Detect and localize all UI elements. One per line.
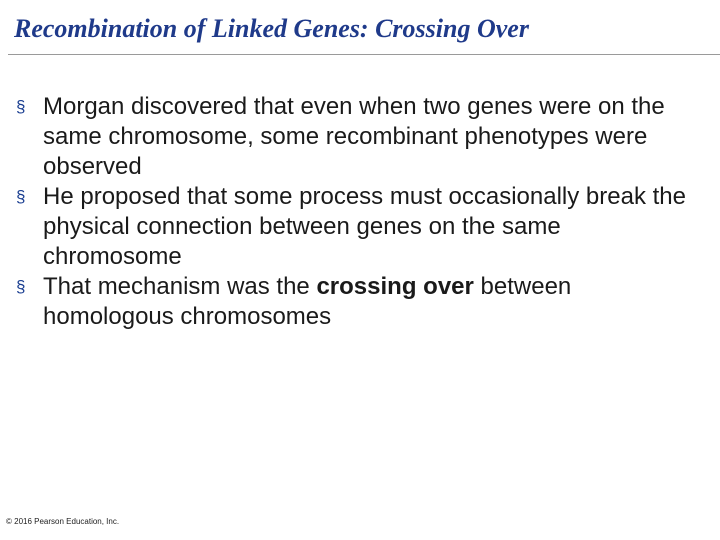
bullet-item [14,182,704,272]
bullet-marker-icon: § [16,97,26,116]
bullet-list [14,92,704,332]
bullet-text-after: between homologous chromosomes [43,273,572,330]
slide-title: Recombination of Linked Genes: Crossing Over [14,14,529,43]
bullet-marker-icon: § [16,277,26,296]
bullet-marker-icon: § [16,187,26,206]
bullet-text: He proposed that some process must occasionally break the physical connection between genes on the same chromosome [43,183,686,270]
copyright-notice: © 2016 Pearson Education, Inc. [6,517,120,526]
bold-term: crossing over [316,273,474,300]
title-divider [8,54,720,55]
bullet-item [14,272,704,332]
bullet-item [14,92,704,182]
bullet-text: Morgan discovered that even when two genes were on the same chromosome, some recombinant phenotypes were observed [43,93,665,180]
bullet-text-before: That mechanism was the [43,273,317,300]
